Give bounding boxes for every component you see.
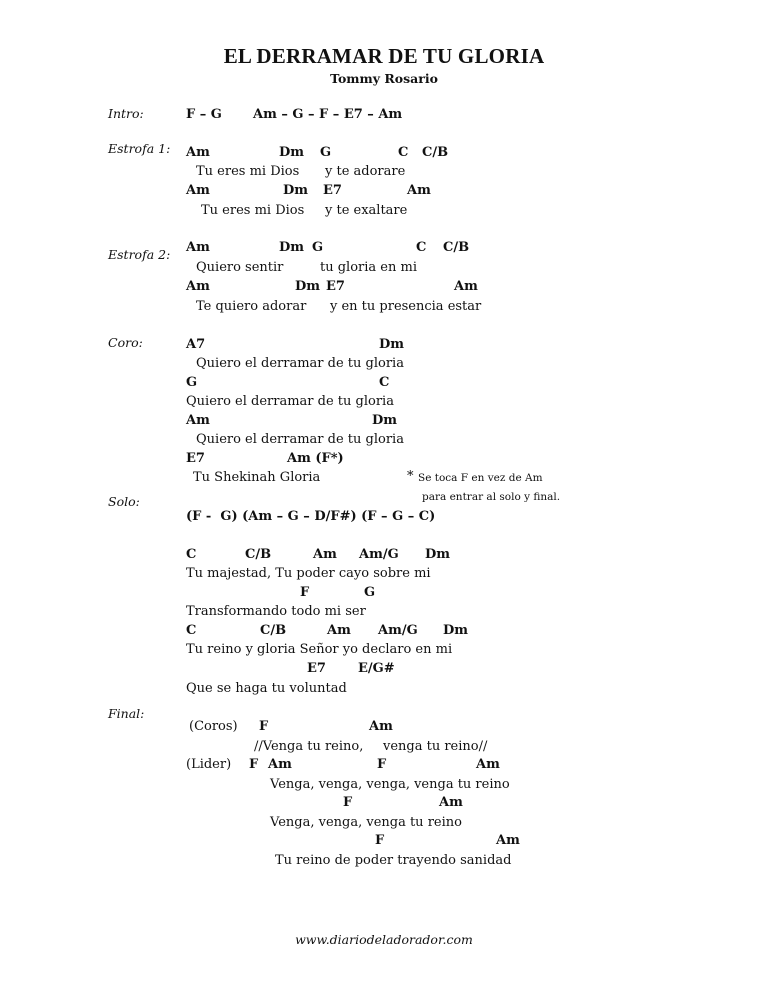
chord: G xyxy=(364,585,376,600)
chord: C/B xyxy=(245,547,272,562)
solo-chords: (F - G) (Am – G – D/F#) (F – G – C) xyxy=(186,509,436,524)
chord: F xyxy=(259,719,269,734)
chord: Am (F*) xyxy=(287,451,344,466)
chord: F xyxy=(249,757,259,772)
chord: C xyxy=(398,145,409,160)
chord: Dm xyxy=(379,337,405,352)
chord: E7 xyxy=(307,661,326,676)
chord: C xyxy=(416,240,427,255)
chord: F xyxy=(377,757,387,772)
lyric-line: Quiero el derramar de tu gloria xyxy=(196,356,404,371)
chord: Am xyxy=(496,833,520,848)
chord: G xyxy=(320,145,332,160)
section-label-estrofa-2: Estrofa 2: xyxy=(108,247,171,262)
footnote-line: Se toca F en vez de Am xyxy=(418,472,543,484)
lyric-line: y te adorare xyxy=(325,164,406,179)
section-label-intro: Intro: xyxy=(108,106,144,121)
chord: Am xyxy=(369,719,393,734)
intro-chords-b: Am – G – F – E7 – Am xyxy=(253,107,403,122)
lyric-line: Venga, venga, venga, venga tu reino xyxy=(270,777,510,792)
footer-website: www.diariodeladorador.com xyxy=(295,932,473,947)
chord: E7 xyxy=(186,451,205,466)
lyric-line: Tu reino de poder trayendo sanidad xyxy=(275,853,512,868)
chord: Am xyxy=(439,795,463,810)
chord: C xyxy=(186,547,197,562)
song-author: Tommy Rosario xyxy=(330,71,438,86)
chord: C/B xyxy=(422,145,449,160)
lyric-line: Quiero el derramar de tu gloria xyxy=(196,432,404,447)
lyric-line: tu gloria en mi xyxy=(320,260,417,275)
chord: Am xyxy=(186,183,210,198)
lyric-line: Transformando todo mi ser xyxy=(186,604,366,619)
intro-chords-a: F – G xyxy=(186,107,222,122)
chord: Dm xyxy=(295,279,321,294)
footnote-asterisk: * xyxy=(407,469,414,484)
chord: F xyxy=(375,833,385,848)
lyric-line: Te quiero adorar xyxy=(196,299,307,314)
chord: F xyxy=(300,585,310,600)
lyric-line: Tu eres mi Dios xyxy=(196,164,300,179)
chord: Dm xyxy=(443,623,469,638)
chord: Am xyxy=(476,757,500,772)
section-label-estrofa-1: Estrofa 1: xyxy=(108,141,171,156)
lyric-line: y te exaltare xyxy=(325,203,408,218)
song-title: EL DERRAMAR DE TU GLORIA xyxy=(223,44,545,68)
part-marker-lider: (Lider) xyxy=(186,757,232,772)
lyric-line: y en tu presencia estar xyxy=(330,299,482,314)
chord: Am xyxy=(186,413,210,428)
chord: C/B xyxy=(260,623,287,638)
lyric-line: Venga, venga, venga tu reino xyxy=(270,815,462,830)
chord: Am xyxy=(186,145,210,160)
chord: Am xyxy=(186,279,210,294)
chord: E7 xyxy=(326,279,345,294)
lyric-line: Tu reino y gloria Señor yo declaro en mi xyxy=(186,642,453,657)
footnote-line: para entrar al solo y final. xyxy=(422,491,561,503)
chord: Dm xyxy=(279,240,305,255)
chord: Dm xyxy=(279,145,305,160)
chord: Am xyxy=(186,240,210,255)
lyric-line: Quiero sentir xyxy=(196,260,284,275)
chord: G xyxy=(312,240,324,255)
lyric-line: //Venga tu reino, xyxy=(254,739,364,754)
chord: A7 xyxy=(186,337,206,352)
chord: Am xyxy=(268,757,292,772)
chord: Am/G xyxy=(359,547,399,562)
chord: E7 xyxy=(323,183,342,198)
chord: Am xyxy=(313,547,337,562)
chord: Dm xyxy=(283,183,309,198)
chord: C xyxy=(379,375,390,390)
chord: E/G# xyxy=(358,661,395,676)
lyric-line: venga tu reino// xyxy=(383,739,488,754)
chord: C/B xyxy=(443,240,470,255)
chord: Dm xyxy=(372,413,398,428)
chord: Am xyxy=(407,183,431,198)
lyric-line: Que se haga tu voluntad xyxy=(186,681,347,696)
lyric-line: Tu eres mi Dios xyxy=(201,203,305,218)
chord: Am xyxy=(454,279,478,294)
chord: G xyxy=(186,375,198,390)
chord: Am/G xyxy=(378,623,418,638)
lyric-line: Tu majestad, Tu poder cayo sobre mi xyxy=(186,566,431,581)
section-label-final: Final: xyxy=(108,706,145,721)
lyric-line: Quiero el derramar de tu gloria xyxy=(186,394,394,409)
chord: Dm xyxy=(425,547,451,562)
section-label-coro: Coro: xyxy=(108,335,143,350)
chord: F xyxy=(343,795,353,810)
chord: Am xyxy=(327,623,351,638)
section-label-solo: Solo: xyxy=(108,494,140,509)
lyric-line: Tu Shekinah Gloria xyxy=(193,470,321,485)
chord: C xyxy=(186,623,197,638)
part-marker-coros: (Coros) xyxy=(189,719,238,734)
